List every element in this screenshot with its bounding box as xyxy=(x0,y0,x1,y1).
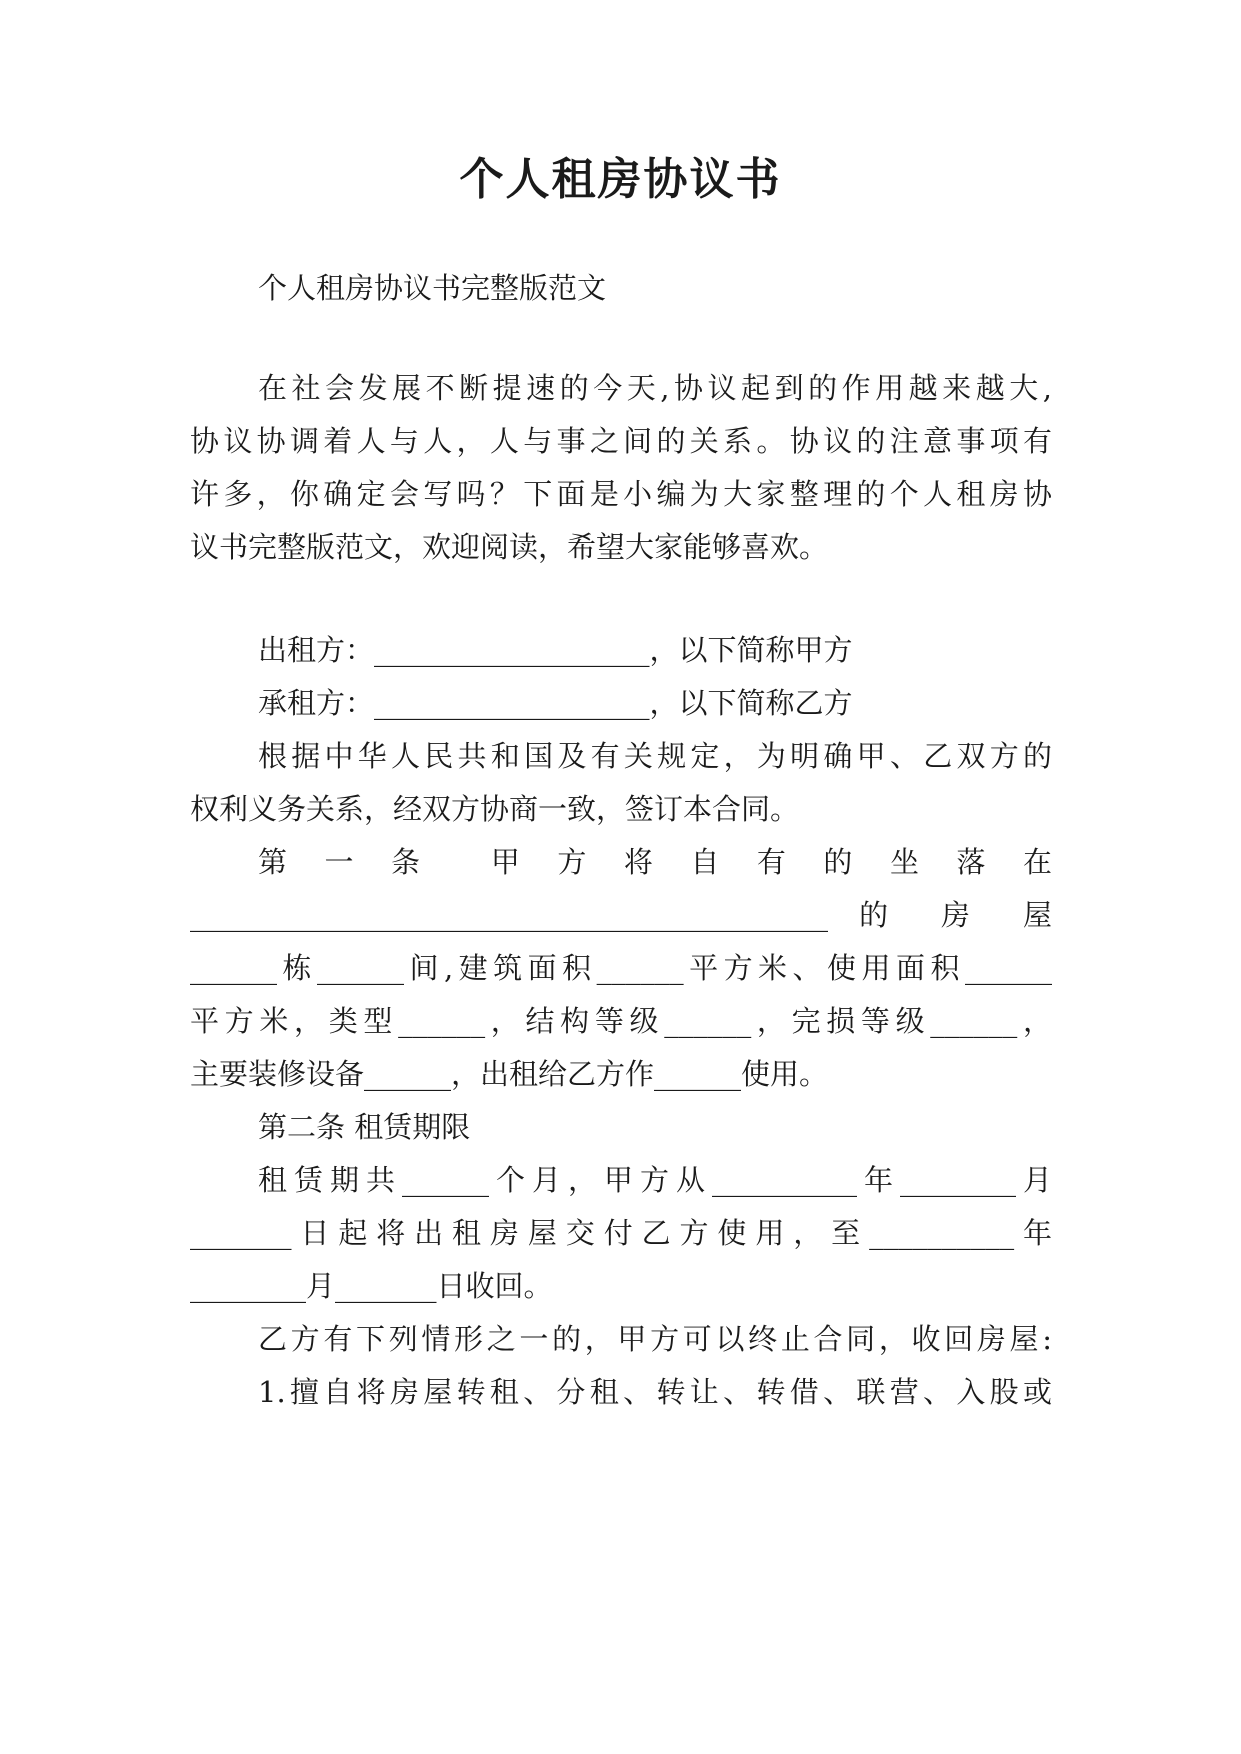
article1-line-2: ____________________________________________ 的 房 屋 xyxy=(190,898,1052,932)
basis-line-2: 权利义务关系，经双方协商一致，签订本合同。 xyxy=(190,792,800,826)
intro-line-2: 协议协调着人与人，人与事之间的关系。协议的注意事项有 xyxy=(190,424,1052,458)
termination-intro: 乙方有下列情形之一的，甲方可以终止合同，收回房屋: xyxy=(258,1322,1052,1356)
article1-line-1: 第 一 条 甲 方 将 自 有 的 坐 落 在 xyxy=(258,845,1052,879)
article1-line-3: ______栋______间,建筑面积______平方米、使用面积______ xyxy=(190,951,1052,985)
termination-item-1: 1.擅自将房屋转租、分租、转让、转借、联营、入股或 xyxy=(258,1375,1052,1409)
article2-line-3: ________月_______日收回。 xyxy=(190,1269,553,1303)
intro-line-3: 许多，你确定会写吗？下面是小编为大家整理的个人租房协 xyxy=(190,477,1052,511)
document-title: 个人租房协议书 xyxy=(459,154,782,205)
article1-line-5: 主要装修设备______，出租给乙方作______使用。 xyxy=(190,1057,829,1091)
intro-line-1: 在社会发展不断提速的今天,协议起到的作用越来越大, xyxy=(258,371,1052,405)
lessor-line: 出租方：___________________，以下简称甲方 xyxy=(258,633,853,667)
article2-line-2: _______日起将出租房屋交付乙方使用，至__________年 xyxy=(190,1216,1052,1250)
article2-heading: 第二条 租赁期限 xyxy=(258,1110,471,1144)
article2-line-1: 租赁期共______个月，甲方从__________年________月 xyxy=(258,1163,1052,1197)
article1-line-4: 平方米，类型______，结构等级______，完损等级______， xyxy=(190,1004,1052,1038)
document-subtitle: 个人租房协议书完整版范文 xyxy=(258,271,607,305)
basis-line-1: 根据中华人民共和国及有关规定，为明确甲、乙双方的 xyxy=(258,739,1052,773)
intro-line-4: 议书完整版范文，欢迎阅读，希望大家能够喜欢。 xyxy=(190,530,829,564)
lessee-line: 承租方：___________________，以下简称乙方 xyxy=(258,686,853,720)
